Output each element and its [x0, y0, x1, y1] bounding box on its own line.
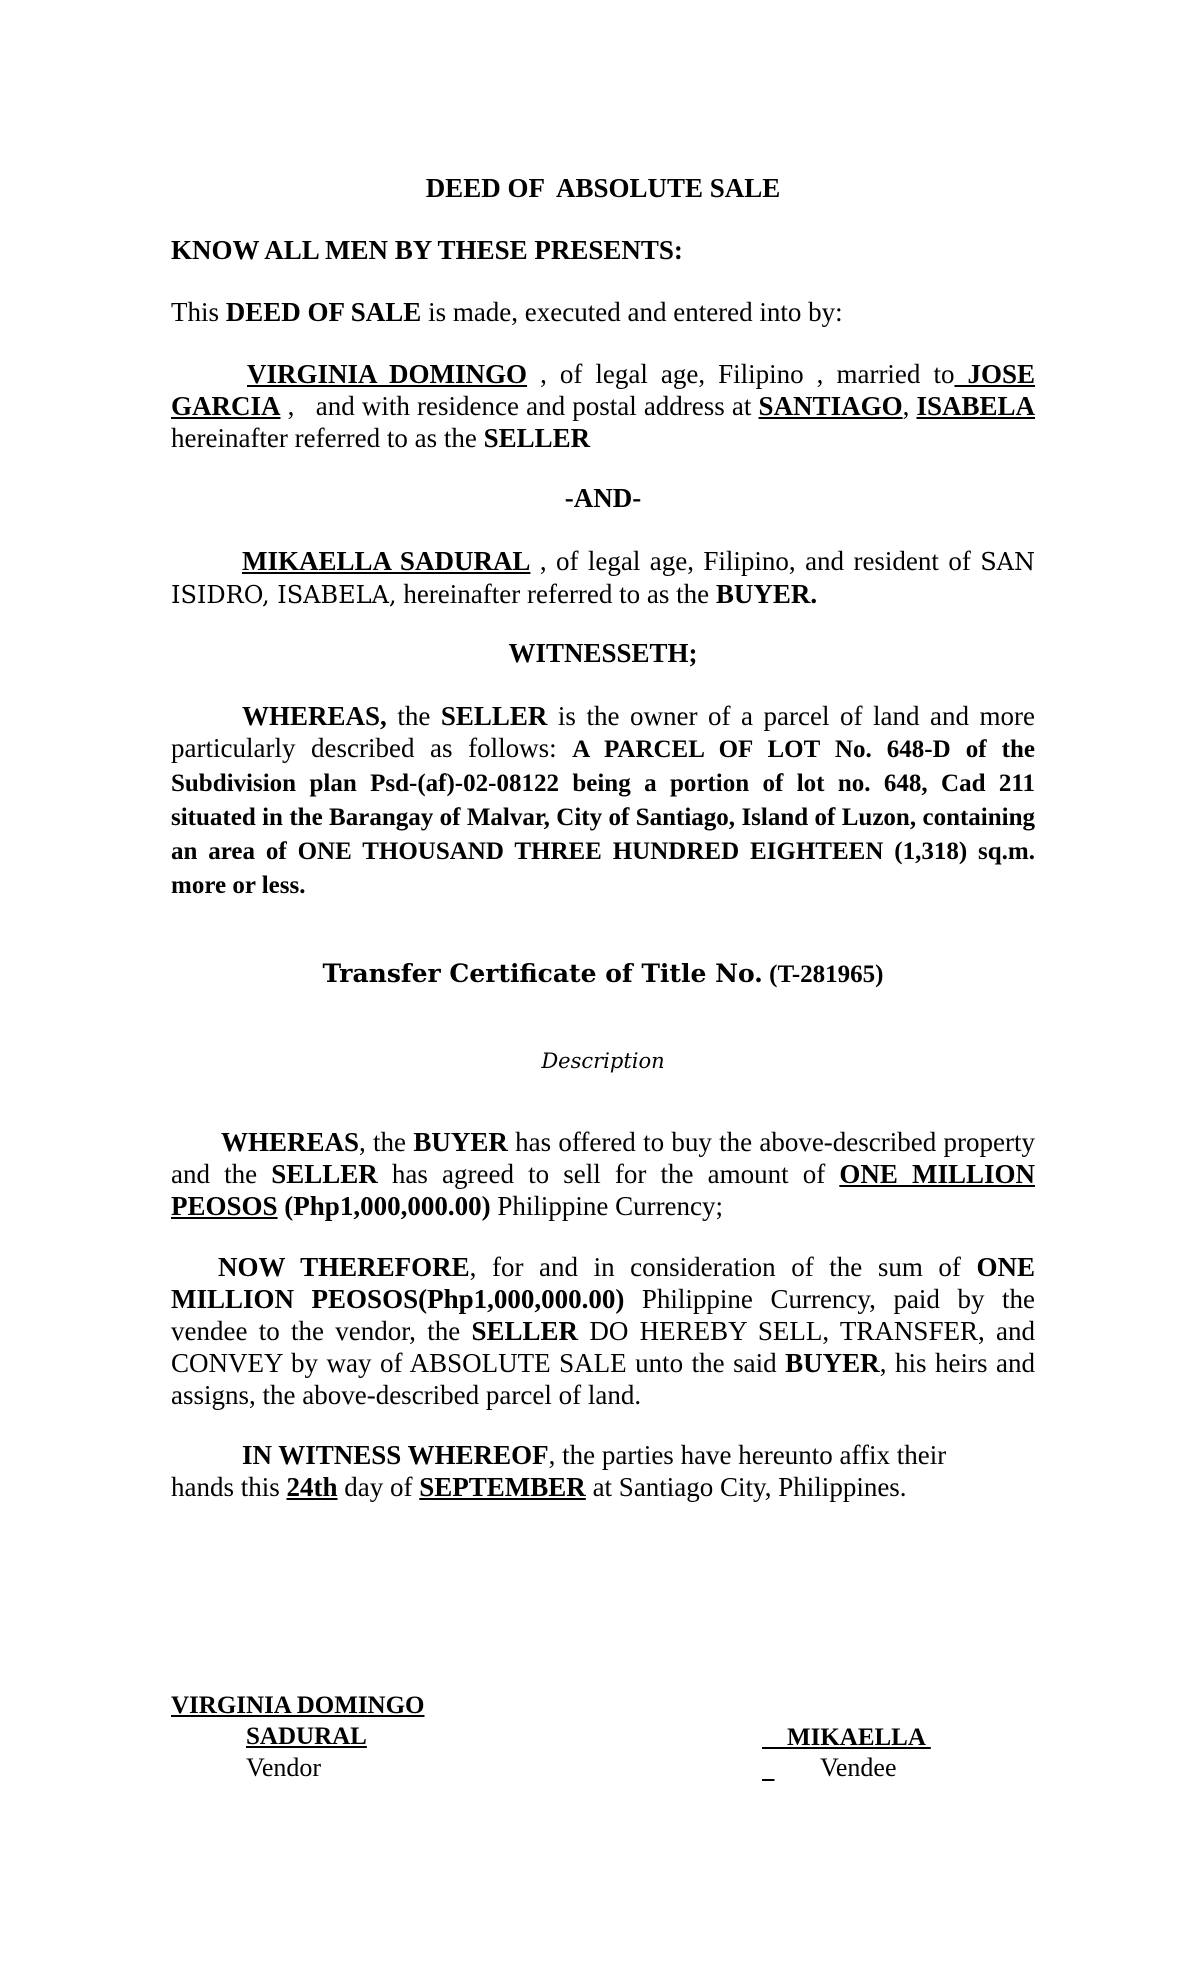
- seller-address-province: ISABELA: [916, 391, 1036, 421]
- whereas-2-keyword: WHEREAS: [221, 1127, 360, 1157]
- whereas-2-text-2: has offered to buy the above-described property and the: [171, 1127, 1042, 1189]
- witness-text-1: , the parties have hereunto affix their hands this: [171, 1440, 953, 1502]
- buyer-name: MIKAELLA SADURAL: [242, 546, 531, 576]
- now-text-1: , for and in consideration of the sum of: [469, 1252, 977, 1282]
- and-separator: [171, 482, 1035, 514]
- witnesseth-heading: [171, 637, 1035, 669]
- seller-paragraph: [171, 358, 1049, 454]
- tct-label: Transfer Certificate of Title No.: [322, 959, 763, 988]
- know-all-heading: [171, 234, 1035, 266]
- tct-line: [171, 958, 1035, 991]
- now-therefore-paragraph: [171, 1251, 1042, 1411]
- whereas-2-buyer: BUYER: [413, 1127, 508, 1157]
- description-text: Description: [541, 1049, 665, 1073]
- vendee-signature-role: [820, 1752, 897, 1784]
- seller-spouse-last: GARCIA: [171, 391, 281, 421]
- in-witness-keyword: IN WITNESS WHEREOF: [242, 1440, 549, 1470]
- whereas-2-text-3: has agreed to sell for the amount of: [377, 1159, 840, 1189]
- know-all-text: KNOW ALL MEN BY THESE PRESENTS:: [171, 235, 683, 265]
- whereas-2-seller: SELLER: [271, 1159, 378, 1189]
- intro-post: is made, executed and entered into by:: [421, 297, 843, 327]
- now-text-4: , his heirs and assigns, the above-described parcel of land.: [171, 1348, 1042, 1410]
- title-text: DEED OF ABSOLUTE SALE: [425, 173, 781, 203]
- witness-month: SEPTEMBER: [419, 1472, 586, 1502]
- whereas-2-amount-words: ONE MILLION PEOSOS: [171, 1159, 1035, 1221]
- vendor-role: Vendor: [246, 1753, 322, 1782]
- now-text-2: Philippine Currency, paid by the vendee to the vendor, the: [171, 1284, 1042, 1346]
- vendee-name-last: SADURAL: [246, 1723, 367, 1750]
- witness-text-3: at Santiago City, Philippines.: [585, 1472, 907, 1502]
- vendor-name: VIRGINIA DOMINGO: [171, 1692, 425, 1719]
- intro-deed-of-sale: DEED OF SALE: [225, 297, 422, 327]
- vendee-role: Vendee: [820, 1753, 897, 1782]
- description-label: [171, 1045, 1035, 1077]
- buyer-text-2: hereinafter referred to as the: [396, 579, 716, 609]
- seller-address-city: SANTIAGO: [758, 391, 903, 421]
- buyer-text-1: , of legal age, Filipino, and resident of: [530, 546, 971, 576]
- whereas-2-text-4: Philippine Currency;: [490, 1191, 724, 1221]
- whereas-1-text-1: the: [386, 701, 441, 731]
- tct-number: (T-281965): [762, 961, 884, 988]
- document-title: [171, 172, 1035, 204]
- and-text: -AND-: [564, 483, 642, 513]
- buyer-role: BUYER.: [715, 579, 818, 609]
- whereas-1-seller: SELLER: [440, 701, 548, 731]
- vendee-signature-name-2: [246, 1721, 367, 1753]
- now-therefore-keyword: NOW THEREFORE: [218, 1252, 470, 1282]
- now-text-3: DO HEREBY SELL, TRANSFER, and CONVEY by way of ABSOLUTE SALE unto the said: [171, 1316, 1042, 1378]
- whereas-1-text-2: is the owner of a parcel of land and more particularly described as follows:: [171, 701, 1042, 763]
- whereas-1-keyword: WHEREAS,: [242, 701, 387, 731]
- intro-paragraph: [171, 296, 1035, 328]
- seller-role: SELLER: [483, 423, 591, 453]
- whereas-2-text-1: , the: [359, 1127, 414, 1157]
- in-witness-paragraph: [171, 1439, 991, 1503]
- witness-day: 24th: [286, 1472, 338, 1502]
- seller-spouse-first: JOSE: [954, 359, 1036, 389]
- witness-text-2: day of: [337, 1472, 420, 1502]
- lot-description: A PARCEL OF LOT No. 648-D of the Subdivision plan Psd-(af)-02-08122 being a portion of lot no. 648, Cad 211 situated in the Barangay of Malvar, City of Santiago, Island of Luzon, containing an area of ONE THOUSAND THREE HUNDRED EIGHTEEN (1,318) sq.m. more or less.: [171, 736, 1035, 899]
- vendee-name-first: MIKAELLA: [787, 1724, 931, 1751]
- whereas-offer-paragraph: [171, 1126, 1042, 1222]
- seller-name: VIRGINIA DOMINGO: [247, 359, 528, 389]
- buyer-address: SAN ISIDRO, ISABELA,: [171, 548, 1035, 609]
- vendor-signature-role: [246, 1752, 321, 1784]
- seller-text-2: , and with residence and postal address at: [280, 391, 759, 421]
- witnesseth-text: WITNESSETH;: [508, 638, 698, 668]
- now-buyer: BUYER: [785, 1348, 880, 1378]
- seller-text-1: , of legal age, Filipino , married to: [527, 359, 955, 389]
- intro-pre: This: [171, 297, 226, 327]
- now-seller: SELLER: [471, 1316, 579, 1346]
- buyer-paragraph: [171, 545, 1035, 611]
- whereas-2-amount-number: (Php1,000,000.00): [277, 1191, 491, 1221]
- seller-comma: ,: [902, 391, 910, 421]
- now-amount: ONE MILLION PEOSOS(Php1,000,000.00): [171, 1252, 1035, 1314]
- whereas-property-paragraph: [171, 700, 1042, 902]
- seller-text-3: hereinafter referred to as the: [171, 391, 1049, 453]
- vendor-signature-name: [171, 1690, 425, 1722]
